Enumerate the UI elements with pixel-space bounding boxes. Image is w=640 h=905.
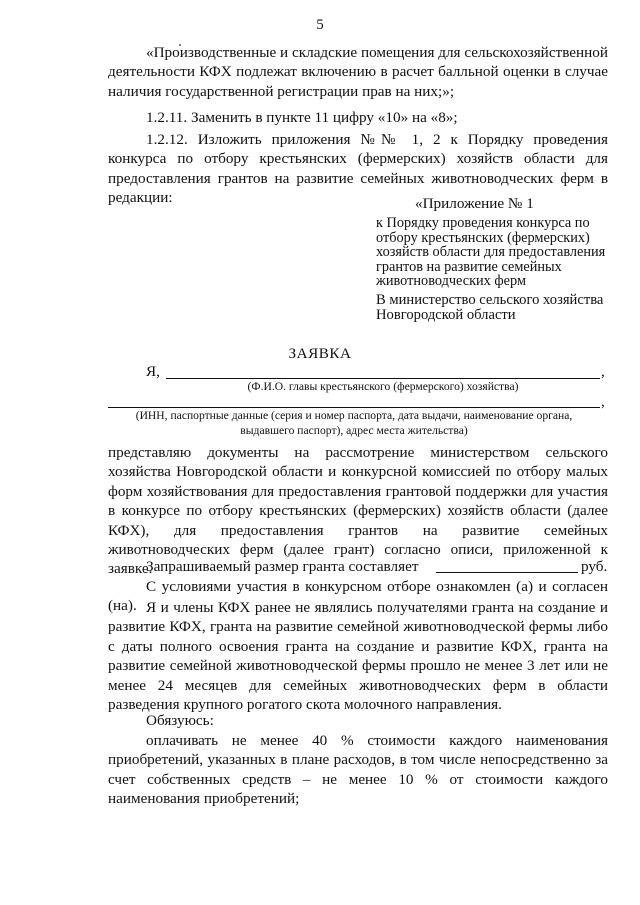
pay-paragraph: оплачивать не менее 40 % стоимости каждого наименования приобретений, указанных в плане расходов, в том числе непосредственно за счет собственных средств – не менее 10 % от стоимости каждого наименования приобретений;: [108, 732, 608, 808]
inn-input-line: [108, 407, 600, 408]
addressee: В министерство сельского хозяйства Новгородской области: [376, 292, 604, 323]
form-title: ЗАЯВКА: [288, 345, 352, 362]
inn-caption-line2: выдавшего паспорт), адрес места жительства): [240, 424, 468, 437]
inn-comma: ,: [601, 393, 605, 410]
fio-comma: ,: [601, 363, 605, 380]
members-paragraph: Я и члены КФХ ранее не являлись получателями гранта на создание и развитие КФХ, гранта на развитие семейной животноводческой фермы либо с даты полного освоения гранта на создание и развитие КФХ, гранта на развитие семейной животноводческой фермы прошло не менее 3 лет или не менее 24 месяцев для семейных животноводческих ферм в области разведения крупного рогатого скота молочного направления.: [108, 599, 608, 714]
grant-amount-label: Запрашиваемый размер гранта составляет: [146, 558, 419, 575]
grant-amount-unit: руб.: [581, 558, 608, 575]
fio-caption: (Ф.И.О. главы крестьянского (фермерского) хозяйства): [247, 380, 519, 393]
inn-caption-line1: (ИНН, паспортные данные (серия и номер паспорта, дата выдачи, наименование органа,: [135, 409, 573, 422]
conditions-paragraph: С условиями участия в конкурсном отборе ознакомлен (а) и согласен (на).: [108, 578, 608, 615]
appendix-label: «Приложение № 1: [415, 195, 534, 212]
page-number: 5: [316, 17, 324, 33]
fio-input-line: [166, 378, 600, 379]
item-1-2-12: 1.2.12. Изложить приложения №№ 1, 2 к Порядку проведения конкурса по отбору крестьянских (фермерских) хозяйств области для предоставления грантов на развитие семейных животноводческих ферм в редакции:: [108, 131, 608, 207]
submit-paragraph: представляю документы на рассмотрение министерством сельского хозяйства Новгородской области и конкурсной комиссией по отбору малых форм хозяйствования для предоставления грантовой поддержки для участия в конкурсе по отбору крестьянских (фермерских) хозяйств области (далее КФХ), для предоставления грантов на развитие семейных животноводческих ферм (далее грант) согласно описи, приложенной к заявке.: [108, 444, 608, 578]
appendix-text: к Порядку проведения конкурса по отбору крестьянских (фермерских) хозяйств области для предоставления грантов на развитие семейных животноводческих ферм: [376, 215, 606, 290]
quote-paragraph: «Производственные и складские помещения для сельскохозяйственной деятельности КФХ подлежат включению в расчет балльной оценки в случае наличия государственной регистрации прав на них;»;: [108, 44, 608, 100]
grant-amount-line: [436, 572, 578, 573]
ya-label: Я,: [146, 363, 160, 380]
item-1-2-11: 1.2.11. Заменить в пункте 11 цифру «10» на «8»;: [146, 109, 458, 126]
obligations-label: Обязуюсь:: [146, 712, 214, 729]
